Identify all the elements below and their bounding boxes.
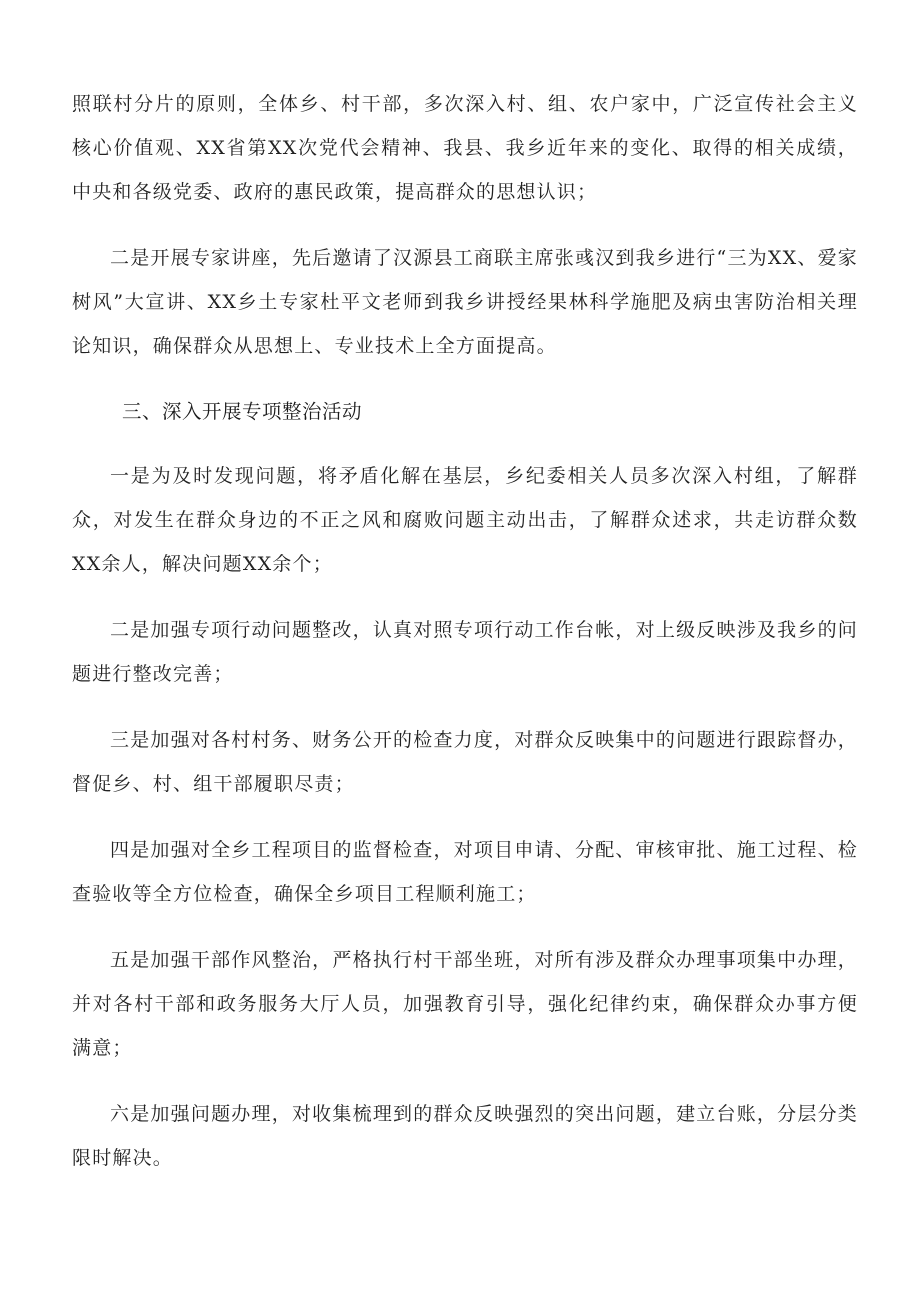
- paragraph-item-5: 五是加强干部作风整治，严格执行村干部坐班，对所有涉及群众办理事项集中办理，并对各村干部和政务服务大厅人员，加强教育引导，强化纪律约束，确保群众办事方便满意；: [72, 949, 858, 1059]
- paragraph-continuation: 照联村分片的原则，全体乡、村干部，多次深入村、组、农户家中，广泛宣传社会主义核心价值观、XX省第XX次党代会精神、我县、我乡近年来的变化、取得的相关成绩，中央和各级党委、政府的惠民政策，提高群众的思想认识；: [72, 93, 858, 203]
- paragraph-item-2: 二是加强专项行动问题整改，认真对照专项行动工作台帐，对上级反映涉及我乡的问题进行整改完善；: [72, 619, 858, 685]
- section-heading: 三、深入开展专项整治活动: [122, 400, 363, 423]
- paragraph-item-6: 六是加强问题办理，对收集梳理到的群众反映强烈的突出问题，建立台账，分层分类限时解决。: [72, 1103, 858, 1169]
- paragraph-expert-lectures: 二是开展专家讲座，先后邀请了汉源县工商联主席张彧汉到我乡进行“三为XX、爱家树风”大宣讲、XX乡土专家杜平文老师到我乡讲授经果林科学施肥及病虫害防治相关理论知识，确保群众从思想上、专业技术上全方面提高。: [72, 247, 858, 357]
- paragraph-item-3: 三是加强对各村村务、财务公开的检查力度，对群众反映集中的问题进行跟踪督办，督促乡、村、组干部履职尽责；: [72, 729, 858, 795]
- paragraph-item-1: 一是为及时发现问题，将矛盾化解在基层，乡纪委相关人员多次深入村组，了解群众，对发生在群众身边的不正之风和腐败问题主动出击，了解群众述求，共走访群众数XX余人，解决问题XX余个；: [72, 465, 858, 575]
- paragraph-item-4: 四是加强对全乡工程项目的监督检查，对项目申请、分配、审核审批、施工过程、检查验收等全方位检查，确保全乡项目工程顺利施工；: [72, 839, 858, 905]
